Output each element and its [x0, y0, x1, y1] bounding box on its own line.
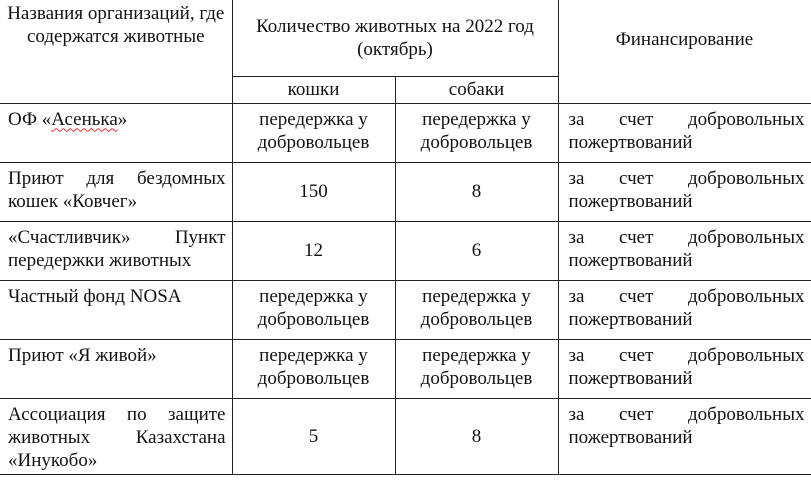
org-name-prefix: ОФ «	[8, 108, 52, 130]
table-row	[0, 280, 811, 339]
funding-cell: за счет добровольных пожертвований	[558, 339, 811, 398]
dogs-cell: 8	[395, 398, 558, 474]
cats-cell: передержка у добровольцев	[232, 280, 395, 339]
cats-cell: 5	[232, 398, 395, 474]
header-animal-count: Количество животных на 2022 год (октябрь)	[232, 0, 558, 76]
header-dogs: собаки	[395, 76, 558, 103]
table-row	[0, 221, 811, 280]
org-name-cell: Ассоциация по защите животных Казахстана «Инукобо»	[0, 398, 232, 474]
header-funding: Финансирование	[558, 0, 811, 103]
dogs-cell: 6	[395, 221, 558, 280]
org-name-cell	[0, 103, 232, 162]
dogs-cell: 8	[395, 162, 558, 221]
table-row	[0, 339, 811, 398]
org-name-cell: Частный фонд NOSA	[0, 280, 232, 339]
header-cats: кошки	[232, 76, 395, 103]
cats-cell: 12	[232, 221, 395, 280]
header-org-names: Названия организаций, где содержатся животные	[0, 0, 232, 103]
org-name-cell: Приют для бездомных кошек «Ковчег»	[0, 162, 232, 221]
funding-cell: за счет добровольных пожертвований	[558, 398, 811, 474]
funding-cell: за счет добровольных пожертвований	[558, 103, 811, 162]
org-name-cell: «Счастливчик» Пункт передержки животных	[0, 221, 232, 280]
cats-cell: передержка у добровольцев	[232, 339, 395, 398]
dogs-cell: передержка у добровольцев	[395, 280, 558, 339]
dogs-cell: передержка у добровольцев	[395, 103, 558, 162]
cats-cell: 150	[232, 162, 395, 221]
org-name-text: Асенька	[51, 108, 118, 130]
funding-cell: за счет добровольных пожертвований	[558, 280, 811, 339]
cats-cell: передержка у добровольцев	[232, 103, 395, 162]
header-row	[0, 0, 811, 76]
funding-cell: за счет добровольных пожертвований	[558, 162, 811, 221]
table-row	[0, 103, 811, 162]
table-row	[0, 162, 811, 221]
org-name-suffix: »	[117, 108, 128, 130]
dogs-cell: передержка у добровольцев	[395, 339, 558, 398]
org-name-cell: Приют «Я живой»	[0, 339, 232, 398]
funding-cell: за счет добровольных пожертвований	[558, 221, 811, 280]
table-row	[0, 398, 811, 474]
